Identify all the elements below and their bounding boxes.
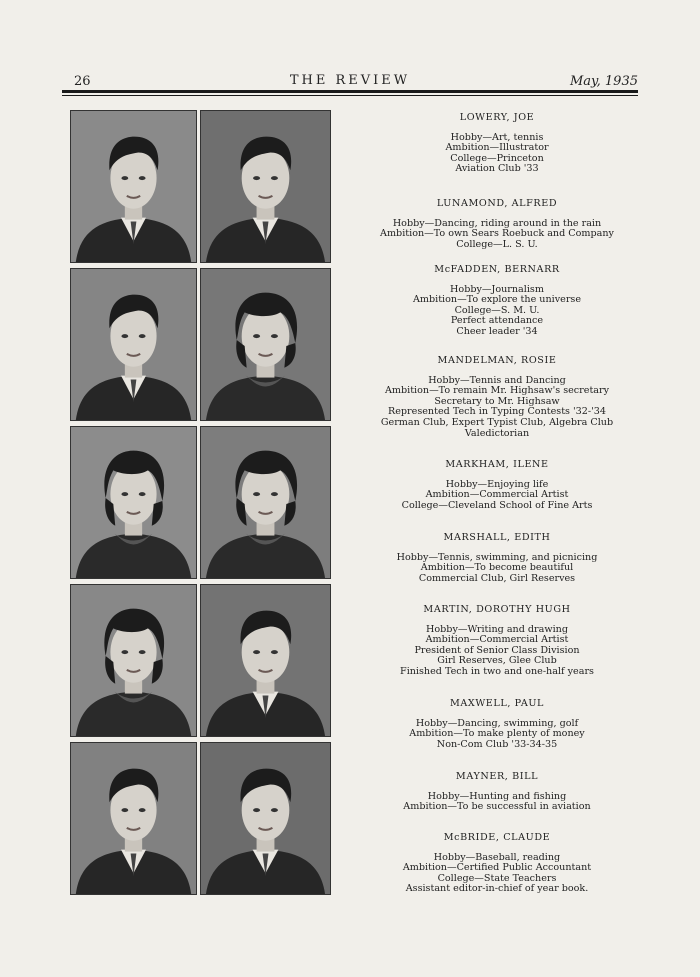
student-detail-line: Hobby—Dancing, riding around in the rain [392, 217, 602, 229]
portrait-grid [70, 110, 332, 896]
student-detail-line: College—L. S. U. [456, 238, 538, 250]
student-name: MARTIN, DOROTHY HUGH [423, 604, 571, 615]
student-detail-line: Assistant editor-in-chief of year book. [405, 883, 589, 895]
student-detail-line: Hobby—Enjoying life [445, 478, 549, 490]
student-entry [352, 460, 642, 511]
student-name: MANDELMAN, ROSIE [437, 355, 557, 366]
student-detail-line: Ambition—Commercial Artist [425, 489, 569, 501]
student-entry [352, 265, 642, 338]
student-portrait [200, 742, 331, 895]
student-detail-line: Cheer leader '34 [456, 325, 538, 337]
student-detail-line: Secretary to Mr. Highsaw [434, 395, 560, 407]
student-name: McBRIDE, CLAUDE [443, 832, 551, 843]
student-entry [352, 699, 642, 750]
student-detail-line: Hobby—Tennis, swimming, and picnicing [396, 551, 598, 563]
student-name: MAYNER, BILL [455, 771, 539, 782]
student-portrait [70, 584, 197, 737]
student-detail-line: Hobby—Journalism [450, 283, 544, 295]
student-entry [352, 833, 642, 895]
student-portrait [70, 742, 197, 895]
student-detail-line: President of Senior Class Division [414, 644, 580, 656]
page-number: 26 [74, 74, 91, 89]
student-detail-line: College—Princeton [450, 152, 544, 164]
student-portrait [200, 426, 331, 579]
student-detail-line: Ambition—Illustrator [445, 142, 549, 154]
student-name: MAXWELL, PAUL [449, 698, 545, 709]
student-entry [352, 356, 642, 439]
publication-title: THE REVIEW [289, 73, 411, 88]
student-detail-line: Ambition—To be successful in aviation [403, 801, 591, 813]
student-detail-line: Hobby—Dancing, swimming, golf [415, 717, 579, 729]
student-detail-line: Ambition—To own Sears Roebuck and Company [380, 228, 614, 240]
student-detail-line: Ambition—Commercial Artist [425, 634, 569, 646]
student-detail-line: Perfect attendance [450, 315, 544, 327]
student-detail-line: Hobby—Art, tennis [450, 131, 544, 143]
student-detail-line: Ambition—To remain Mr. Highsaw's secretary [384, 385, 610, 397]
student-name: MARKHAM, ILENE [445, 459, 549, 470]
student-portrait [200, 584, 331, 737]
page-header [62, 70, 638, 100]
student-detail-line: Finished Tech in two and one-half years [400, 665, 594, 677]
student-entry [352, 533, 642, 584]
student-entry [352, 605, 642, 678]
student-detail-line: Non-Com Club '33-34-35 [436, 738, 558, 750]
student-detail-line: Hobby—Writing and drawing [426, 623, 568, 635]
student-detail-line: Ambition—To make plenty of money [409, 728, 585, 740]
student-entry [352, 199, 642, 250]
student-detail-line: Ambition—Certified Public Accountant [402, 862, 592, 874]
student-detail-line: Aviation Club '33 [455, 163, 539, 175]
student-detail-line: Girl Reserves, Glee Club [437, 655, 557, 667]
student-detail-line: College—Cleveland School of Fine Arts [401, 499, 593, 511]
student-detail-line: Valedictorian [464, 427, 530, 439]
student-detail-line: Ambition—To explore the universe [412, 294, 582, 306]
student-detail-line: Commercial Club, Girl Reserves [418, 572, 576, 584]
student-detail-line: Hobby—Hunting and fishing [427, 790, 567, 802]
student-name: LOWERY, JOE [459, 112, 535, 123]
student-name: McFADDEN, BERNARR [434, 264, 560, 275]
student-name: LUNAMOND, ALFRED [436, 198, 558, 209]
student-entry [352, 113, 642, 175]
student-detail-line: College—State Teachers [437, 872, 557, 884]
student-detail-line: College—S. M. U. [454, 304, 540, 316]
student-portrait [200, 110, 331, 263]
header-rule-thick [62, 90, 638, 93]
header-rule-thin [62, 95, 638, 96]
student-detail-line: Represented Tech in Typing Contests '32-'34 [388, 406, 606, 418]
student-portrait [200, 268, 331, 421]
student-detail-line: Hobby—Tennis and Dancing [428, 374, 566, 386]
student-detail-line: Ambition—To become beautiful [420, 562, 574, 574]
student-portrait [70, 426, 197, 579]
student-entry [352, 772, 642, 813]
student-name: MARSHALL, EDITH [443, 532, 551, 543]
student-portrait [70, 110, 197, 263]
issue-date: May, 1935 [569, 74, 638, 89]
student-detail-line: Hobby—Baseball, reading [433, 851, 561, 863]
student-detail-line: German Club, Expert Typist Club, Algebra Club [380, 416, 614, 428]
student-portrait [70, 268, 197, 421]
